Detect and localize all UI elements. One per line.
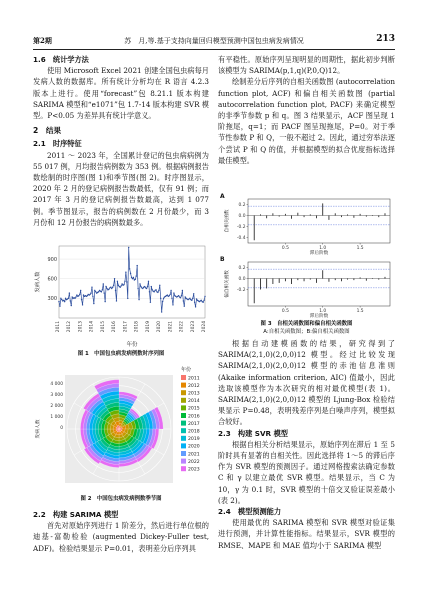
figure-1-caption: 图 1 中国包虫病发病例数时序列图	[77, 351, 165, 357]
data-point	[185, 296, 186, 297]
data-point	[125, 271, 126, 272]
data-point	[152, 289, 153, 290]
y-tick-label: -0.2	[236, 225, 246, 231]
x-tick-label: 2013	[78, 321, 84, 333]
x-tick-label: 2015	[100, 321, 106, 333]
data-point	[169, 294, 170, 295]
data-point	[80, 290, 81, 291]
legend-label: 2021	[188, 452, 200, 458]
figure-3-acf-pacf	[218, 192, 395, 318]
data-point	[173, 292, 174, 293]
legend-swatch	[181, 421, 186, 426]
radial-tick-label: 2 000	[50, 404, 63, 409]
data-point	[151, 286, 152, 287]
data-point	[59, 306, 60, 307]
data-point	[89, 294, 90, 295]
data-point	[78, 295, 79, 296]
data-point	[82, 304, 83, 305]
left-column-bottom	[33, 509, 209, 554]
data-point	[149, 291, 150, 292]
data-point	[103, 283, 104, 284]
data-point	[113, 285, 114, 286]
data-point	[137, 288, 138, 289]
data-point	[104, 301, 105, 302]
right-paragraph-5: 使用最优的 SARIMA 模型和 SVR 模型对验证集进行预测，并计算性能指标。结果显示，SVR 模型的 RMSE、MAPE 和 MAE 值均小于 SARIMA 模型	[218, 518, 395, 550]
y-tick-label: -0.2	[236, 288, 246, 294]
data-point	[135, 279, 136, 280]
y-tick-label: 0.2	[238, 203, 246, 209]
data-point	[117, 281, 118, 282]
x-tick-label: 2023	[190, 321, 196, 333]
legend-swatch	[181, 466, 186, 471]
section-1-6-heading: 1.6 统计学方法	[33, 55, 89, 64]
data-point	[61, 299, 62, 300]
data-point	[120, 285, 121, 286]
legend-label: 2012	[188, 383, 200, 389]
legend-label: 2014	[188, 399, 200, 405]
data-point	[106, 288, 107, 289]
data-point	[142, 288, 143, 289]
x-tick-label: 1.5	[356, 246, 364, 251]
section-1-6-paragraph: 使用 Microsoft Excel 2021 创建全国包虫病每月发病人数的数据库。所有统计分析均在 R 语言 4.2.3 版本上进行。使用“forecast”包 8.21.1 版本构建 SARIMA 模型和“e1071”包 1.7-14 版本构建 SVR 模型。P<0.05 为差异具有统计学意义。	[33, 66, 209, 121]
data-point	[128, 247, 129, 248]
data-point	[132, 278, 133, 279]
legend-label: 2018	[188, 429, 200, 435]
data-point	[171, 298, 172, 299]
data-point	[189, 298, 190, 299]
left-column-top	[33, 54, 209, 228]
running-title: 苏 月,等.基于支持向量回归模型预测中国包虫病发病情况	[124, 37, 304, 45]
section-2-heading: 2 结果	[33, 126, 62, 136]
data-point	[65, 298, 66, 299]
data-point	[116, 300, 117, 301]
legend-label: 2022	[188, 459, 200, 465]
y-axis-label: 自相关函数	[225, 209, 230, 233]
data-point	[193, 293, 194, 294]
data-point	[136, 265, 137, 266]
panel-frame	[248, 199, 390, 243]
legend-label: 2016	[188, 414, 200, 420]
radial-tick-label: 1 000	[50, 415, 63, 420]
data-point	[162, 301, 163, 302]
data-point	[147, 286, 148, 287]
data-point	[112, 287, 113, 288]
right-paragraph-2: 绘制差分后序列的自相关函数图 (autocorrelation function plot, ACF) 和偏自相关函数图 (partial autocorrelation function plot, PACF) 来确定模型的非季节参数 p 和 q。图 3 结果显示，ACF 图呈现 1 阶拖尾，q=1；而 PACF 图呈现拖尾，P=0。对于季节性参数 P 和 Q，一般不超过 2。因此，通过穷举法逐个尝试 P 和 Q 的值，并根据模型的拟合优度指标选择最佳模型。	[218, 77, 395, 165]
data-point	[161, 311, 162, 312]
legend-swatch	[181, 428, 186, 433]
figure-2-caption: 图 2 中国包虫病发病例数季节图	[80, 496, 162, 502]
data-point	[123, 284, 124, 285]
data-point	[160, 298, 161, 299]
x-tick-label: 1.0	[319, 309, 327, 314]
y-axis-label: 发病人数	[36, 419, 41, 439]
legend-label: 2020	[188, 444, 200, 450]
x-tick-label: 2012	[67, 321, 73, 333]
x-tick-label: 2020	[157, 321, 163, 333]
legend-label: 2013	[188, 391, 200, 397]
legend-swatch	[181, 405, 186, 410]
data-point	[71, 296, 72, 297]
data-point	[158, 290, 159, 291]
data-point	[194, 302, 195, 303]
legend-label: 2015	[188, 406, 200, 412]
running-header	[33, 36, 395, 48]
data-point	[180, 297, 181, 298]
data-point	[98, 291, 99, 292]
data-point	[105, 286, 106, 287]
legend-swatch	[181, 375, 186, 380]
legend-label: 2011	[188, 376, 200, 382]
legend-label: 2019	[188, 437, 200, 443]
panel-frame	[248, 262, 390, 306]
section-2-4-heading: 2.4 模型预测能力	[218, 507, 282, 517]
y-tick-label: 0.0	[238, 277, 246, 283]
figure-1-time-series	[33, 240, 209, 348]
figure-2-seasonal-polar	[33, 363, 209, 493]
right-paragraph-4: 根据自相关分析结果显示，原始序列在滞后 1 至 5 阶时具有显著的自相关性。因此选择将 1～5 的滞后序作为 SVR 模型的预测因子。通过网格搜索法确定参数 C 和 γ 以建立最优 SVR 模型。结果显示，当 C 为 10，γ 为 0.1 时，SVR 模型的十倍交叉验证误差最小(表 2)。	[218, 439, 395, 505]
y-tick-label: 0.0	[238, 214, 246, 220]
data-point	[159, 285, 160, 286]
section-2-1-heading: 2.1 时序特征	[33, 139, 82, 149]
y-tick-label: 900	[47, 256, 57, 263]
data-point	[150, 302, 151, 303]
legend-swatch	[181, 383, 186, 388]
data-point	[102, 289, 103, 290]
data-point	[87, 295, 88, 296]
plot-frame	[59, 246, 205, 318]
data-point	[63, 300, 64, 301]
data-point	[155, 289, 156, 290]
right-paragraph-1: 有平稳性。原始序列呈现明显的周期性，据此初步判断该模型为 SARIMA(p,1,q)(P,0,Q)12。	[218, 55, 395, 76]
x-axis-label: 滞后阶数	[309, 251, 329, 256]
x-tick-label: 1.0	[319, 246, 327, 251]
data-point	[71, 305, 72, 306]
panel-label: A	[220, 193, 225, 200]
data-point	[118, 285, 119, 286]
figure-3-subcaption: A:自相关函数图；B:偏自相关函数图	[263, 329, 350, 335]
data-point	[75, 296, 76, 297]
data-point	[157, 292, 158, 293]
legend-swatch	[181, 413, 186, 418]
data-point	[90, 292, 91, 293]
data-point	[181, 295, 182, 296]
x-tick-label: 1.5	[356, 309, 364, 314]
data-point	[58, 301, 59, 302]
data-point	[91, 287, 92, 288]
data-point	[101, 291, 102, 292]
y-axis-label: 偏自相关函数	[225, 270, 230, 298]
data-point	[139, 283, 140, 284]
data-point	[79, 294, 80, 295]
data-point	[172, 304, 173, 305]
x-tick-label: 0.5	[281, 246, 289, 251]
figure-3-caption: 图 3 自相关函数图和偏自相关函数图	[260, 321, 353, 327]
x-tick-label: 2021	[168, 321, 174, 333]
legend-title: 年份	[181, 367, 192, 373]
data-point	[195, 306, 196, 307]
x-axis-label: 年份	[126, 342, 138, 348]
x-tick-label: 2019	[145, 321, 151, 333]
data-point	[70, 300, 71, 301]
data-point	[182, 290, 183, 291]
data-point	[120, 287, 121, 288]
data-point	[68, 298, 69, 299]
data-point	[136, 275, 137, 276]
data-point	[133, 277, 134, 278]
legend-label: 2023	[188, 467, 200, 473]
legend-swatch	[181, 451, 186, 456]
section-2-3-heading: 2.3 构建 SVR 模型	[218, 428, 288, 438]
y-tick-label: 300	[47, 296, 57, 303]
data-point	[92, 296, 93, 297]
data-point	[64, 301, 65, 302]
x-tick-label: 2011	[56, 321, 61, 333]
legend-swatch	[181, 443, 186, 448]
data-point	[60, 298, 61, 299]
data-point	[201, 300, 202, 301]
data-point	[202, 302, 203, 303]
right-column-bottom	[218, 338, 395, 551]
data-point	[83, 294, 84, 295]
x-tick-label: 2022	[179, 321, 185, 333]
data-point	[93, 303, 94, 304]
data-point	[138, 299, 139, 300]
radial-tick-label: 3 000	[50, 393, 63, 398]
data-point	[183, 300, 184, 301]
x-axis-label: 滞后阶数	[309, 314, 329, 318]
data-point	[74, 298, 75, 299]
data-point	[121, 283, 122, 284]
data-point	[81, 299, 82, 300]
right-paragraph-3: 根据自动建模函数的结果，研究得到了 SARIMA(2,1,0)(2,0,0)12 模型。经过比较发现 SARIMA(2,1,0)(2,0,0)12 模型的赤池信息准则 (Akaike information criterion, AIC) 值最小，因此选取该模型作为本次研究的相对最优模型(表 1)。SARIMA(2,1,0)(2,0,0)12 模型的 Ljung-Box 检验结果显示 P=0.48，表明残差序列是白噪声序列，模型拟合较好。	[218, 339, 395, 427]
data-point	[104, 292, 105, 293]
x-tick-label: 2016	[112, 321, 118, 333]
y-tick-label: 600	[47, 276, 57, 283]
data-point	[169, 295, 170, 296]
data-point	[167, 294, 168, 295]
data-point	[131, 277, 132, 278]
data-point	[178, 295, 179, 296]
data-point	[153, 291, 154, 292]
data-point	[191, 300, 192, 301]
data-point	[140, 286, 141, 287]
legend-swatch	[181, 459, 186, 464]
y-tick-label: -0.4	[236, 236, 246, 242]
legend-swatch	[181, 436, 186, 441]
x-tick-label: 2014	[89, 321, 95, 333]
data-point	[144, 286, 145, 287]
y-tick-label: 0.2	[238, 266, 246, 272]
y-axis-label: 发病人数	[35, 271, 41, 293]
header-rule	[33, 49, 395, 50]
data-point	[126, 281, 127, 282]
radial-tick-label: 4 000	[50, 382, 63, 387]
section-2-2-heading: 2.2 构建 SARIMA 模型	[33, 510, 119, 519]
x-tick-label: 0.5	[281, 309, 289, 314]
right-column-top	[218, 54, 395, 166]
data-point	[108, 289, 109, 290]
data-point	[163, 298, 164, 299]
x-tick-label: 2017	[123, 321, 129, 333]
data-point	[192, 298, 193, 299]
section-2-2-paragraph: 首先对原始序列进行 1 阶差分，然后进行单位根的迪基-富勒检验 (augmented Dickey-Fuller test, ADF)。检验结果显示 P=0.01，表明差分后序列具	[33, 521, 209, 553]
data-point	[127, 298, 128, 299]
data-point	[124, 281, 125, 282]
data-point	[94, 290, 95, 291]
data-point	[203, 300, 204, 301]
data-point	[114, 278, 115, 279]
panel-label: B	[220, 256, 225, 263]
data-point	[129, 268, 130, 269]
data-point	[148, 281, 149, 282]
data-point	[69, 292, 70, 293]
data-point	[111, 288, 112, 289]
data-point	[110, 287, 111, 288]
data-point	[196, 298, 197, 299]
data-point	[115, 290, 116, 291]
data-point	[76, 294, 77, 295]
page-number: 213	[376, 34, 395, 44]
data-point	[204, 296, 205, 297]
section-2-1-paragraph: 2011 ～ 2023 年，全国累计登记的包虫病病例为 55 017 例，月均报告病例数为 353 例。根据病例报告数绘制的时序图(图 1)和季节图(图 2)。时序图显示，2020 年 2 月的登记病例报告数最低，仅有 91 例；而 2017 年 3 月的登记病例报告数最高，达到 1 077 例。季节图显示，报告的病例数在 2 月份最少，而 3 月份和 12 月份报告的病例数最多。	[33, 150, 209, 227]
data-point	[130, 273, 131, 274]
legend-swatch	[181, 398, 186, 403]
issue-label: 第2期	[33, 36, 52, 45]
data-point	[170, 290, 171, 291]
data-point	[184, 306, 185, 307]
legend-label: 2017	[188, 421, 200, 427]
legend-swatch	[181, 390, 186, 395]
data-point	[146, 288, 147, 289]
x-tick-label: 2018	[134, 321, 140, 333]
radial-tick-label: 0	[60, 426, 63, 431]
x-tick-label: 2024	[202, 321, 207, 333]
data-point	[95, 291, 96, 292]
